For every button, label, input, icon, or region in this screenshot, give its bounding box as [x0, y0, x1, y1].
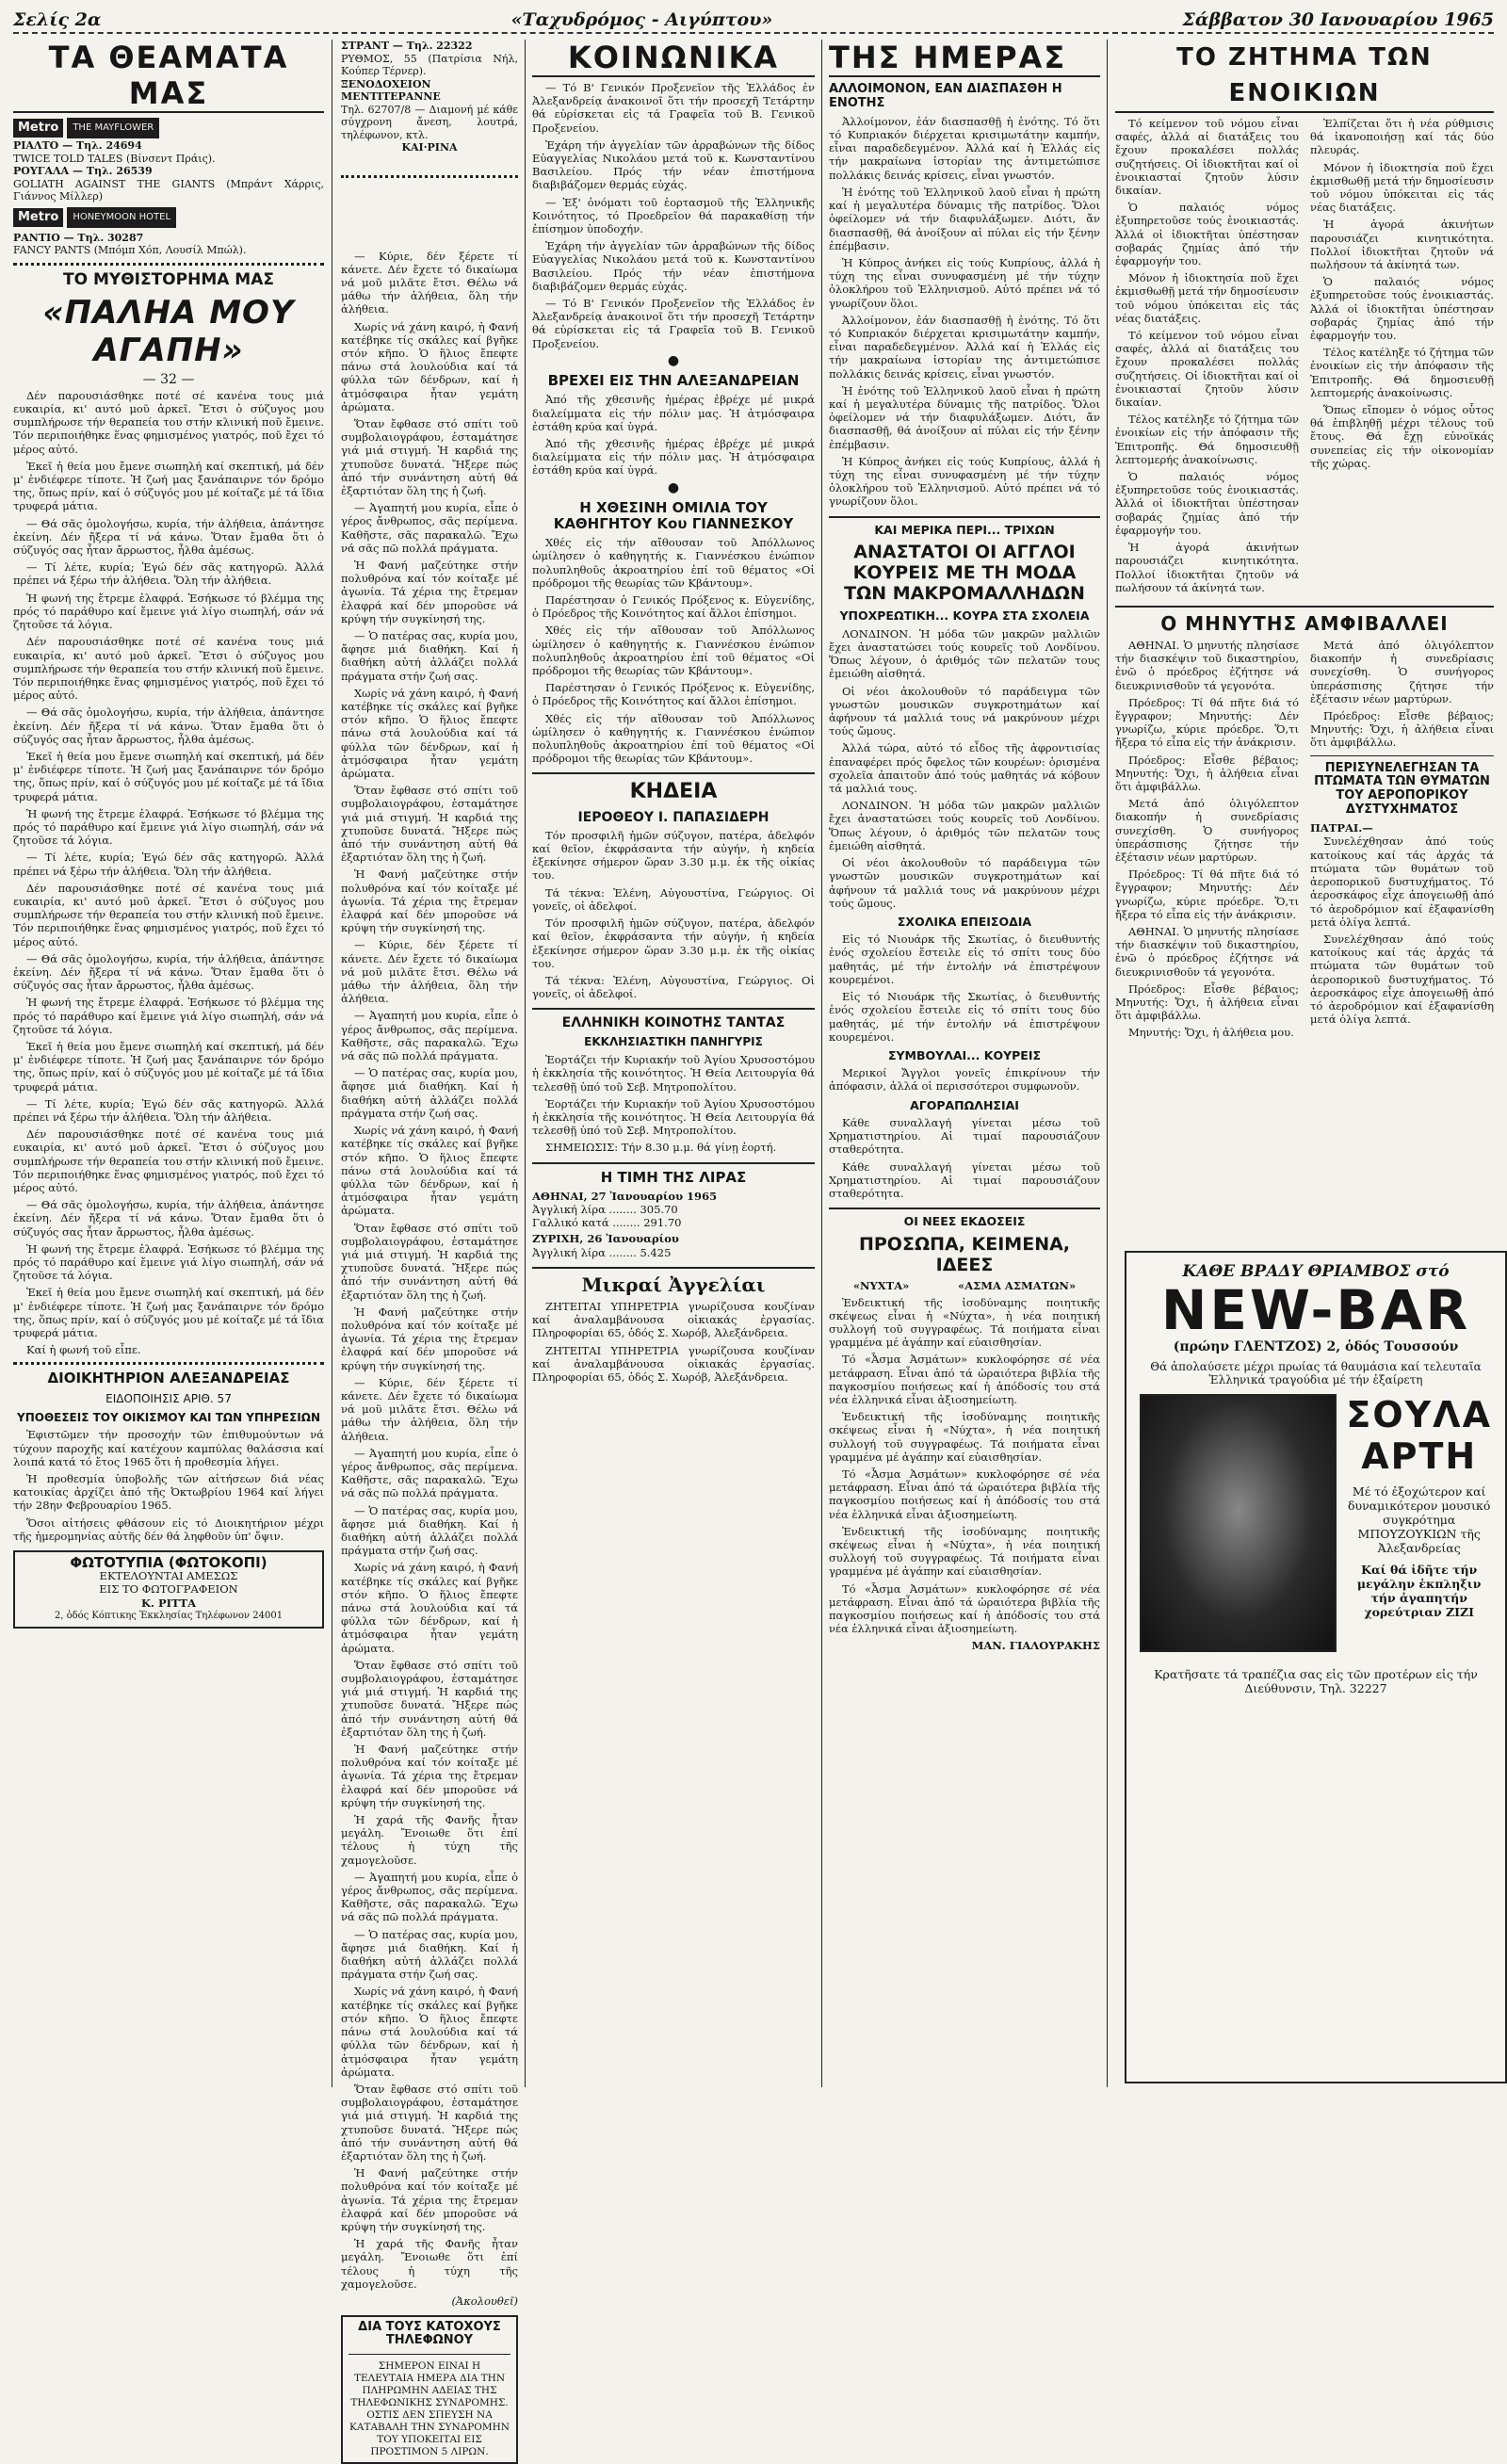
- editorial-paragraph: Ἀλλοίμονον, ἐάν διασπασθῇ ἡ ἑνότης. Τό ὅτι τό Κυπριακόν διέρχεται κρισιμωτάτην καμπήν, εἶναι παραδεδεγμένον. Ἀλλά καί ἡ Ἑλλάς εἰς τήν μακραίωνα ἱστορίαν της ἀντιμετώπισε πολλάκις δεινάς κρίσεις, εἶναι γνωστόν.: [829, 313, 1100, 381]
- classified-ad: ΖΗΤΕΙΤΑΙ ΥΠΗΡΕΤΡΙΑ γνωρίζουσα κουζίναν καί ἀναλαμβάνουσα οἰκιακάς ἐργασίας. Πληροφορίαι 65, ὁδός Σ. Χωρόβ, Ἀλεξάνδρεια.: [532, 1299, 815, 1340]
- column-3: ΚΟΙΝΩΝΙΚΑ — Τό Β' Γενικόν Προξενεῖον τῆς Ἑλλάδος ἐν Ἀλεξανδρείᾳ ἀνακοινοῖ ὅτι τήν προσεχῆ Τετάρτην θά εὑρίσκεται εἰς τά Γραφεῖα τοῦ Β. Γενικοῦ Προξενείου. Ἐχάρη τήν ἀγγελίαν τῶν ἀρραβώνων τῆς δίδος Εὐαγγελίας Νικολάου μετά τοῦ κ. Κωνσταντίνου Βασιλείου. Πρός τήν νέαν ἐπιστήμονα διαβιβάζομεν θερμάς εὐχάς. — Ἐξ' ὀνόματι τοῦ ἑορτασμοῦ τῆς Ἑλληνικῆς Κοινότητος, τό Προεδρεῖον θά παρακαθίσῃ τήν ἐπίσημον ὑποδοχήν. Ἐχάρη τήν ἀγγελίαν τῶν ἀρραβώνων τῆς δίδος Εὐαγγελίας Νικολάου μετά τοῦ κ. Κωνσταντίνου Βασιλείου. Πρός τήν νέαν ἐπιστήμονα διαβιβάζομεν θερμάς εὐχάς. — Τό Β' Γενικόν Προξενεῖον τῆς Ἑλλάδος ἐν Ἀλεξανδρείᾳ ἀνακοινοῖ ὅτι τήν προσεχῆ Τετάρτην θά εὑρίσκεται εἰς τά Γραφεῖα τοῦ Β. Γενικοῦ Προξενείου. ● ΒΡΕΧΕΙ ΕΙΣ ΤΗΝ ΑΛΕΞΑΝΔΡΕΙΑΝ Ἀπό τῆς χθεσινῆς ἡμέρας ἐβρέχε μέ μικρά διαλείμματα εἰς τήν πόλιν μας. Ἡ ἀτμόσφαιρα ἐστάθη κρύα καί ὑγρά. Ἀπό τῆς χθεσινῆς ἡμέρας ἐβρέχε μέ μικρά διαλείμματα εἰς τήν πόλιν μας. Ἡ ἀτμόσφαιρα ἐστάθη κρύα καί ὑγρά. ● Η ΧΘΕΣΙΝΗ ΟΜΙΛΙΑ ΤΟΥ ΚΑΘΗΓΗΤΟΥ Κου ΓΙΑΝΝΕΣΚΟΥ Χθές εἰς τήν αἴθουσαν τοῦ Ἀπόλλωνος ὡμίλησεν ὁ καθηγητής κ. Γιαννέσκου ἐνώπιον πολυπληθοῦς ἀκροατηρίου ἐπί τοῦ θέματος «Οἱ πρόδρομοι τῆς θεωρίας τῶν Κβάντουμ». Παρέστησαν ὁ Γενικός Πρόξενος κ. Εὐγενίδης, ὁ Πρόεδρος τῆς Κοινότητος καί ἄλλοι ἐπίσημοι. Χθές εἰς τήν αἴθουσαν τοῦ Ἀπόλλωνος ὡμίλησεν ὁ καθηγητής κ. Γιαννέσκου ἐνώπιον πολυπληθοῦς ἀκροατηρίου ἐπί τοῦ θέματος «Οἱ πρόδρομοι τῆς θεωρίας τῶν Κβάντουμ». Παρέστησαν ὁ Γενικός Πρόξενος κ. Εὐγενίδης, ὁ Πρόεδρος τῆς Κοινότητος καί ἄλλοι ἐπίσημοι. Χθές εἰς τήν αἴθουσαν τοῦ Ἀπόλλωνος ὡμίλησεν ὁ καθηγητής κ. Γιαννέσκου ἐνώπιον πολυπληθοῦς ἀκροατηρίου ἐπί τοῦ θέματος «Οἱ πρόδρομοι τῆς θεωρίας τῶν Κβάντουμ». ΚΗΔΕΙΑ ΙΕΡΟΘΕΟΥ Ι. ΠΑΠΑΣΙΔΕΡΗ Τόν προσφιλῆ ἡμῶν σύζυγον, πατέρα, ἀδελφόν καί θεῖον, ἐκφράσαντα τήν αὐγήν, ἡ κηδεία ἐξεκίνησε σήμερον ὥραν 3.30 μ.μ. ἐκ τῆς οἰκίας του. Τά τέκνα: Ἑλένη, Αὐγουστίνα, Γεώργιος. Οἱ γονεῖς, οἱ ἀδελφοί. Τόν προσφιλῆ ἡμῶν σύζυγον, πατέρα, ἀδελφόν καί θεῖον, ἐκφράσαντα τήν αὐγήν, ἡ κηδεία ἐξεκίνησε σήμερον ὥραν 3.30 μ.μ. ἐκ τῆς οἰκίας του. Τά τέκνα: Ἑλένη, Αὐγουστίνα, Γεώργιος. Οἱ γονεῖς, οἱ ἀδελφοί. ΕΛΛΗΝΙΚΗ ΚΟΙΝΟΤΗΣ ΤΑΝΤΑΣ ΕΚΚΛΗΣΙΑΣΤΙΚΗ ΠΑΝΗΓΥΡΙΣ Ἐορτάζει τήν Κυριακήν τοῦ Ἀγίου Χρυσοστόμου ἡ ἐκκλησία τῆς κοινότητος. Ἡ Θεία Λειτουργία θά τελεσθῇ ὑπό τοῦ Σεβ. Μητροπολίτου. Ἐορτάζει τήν Κυριακήν τοῦ Ἀγίου Χρυσοστόμου ἡ ἐκκλησία τῆς κοινότητος. Ἡ Θεία Λειτουργία θά τελεσθῇ ὑπό τοῦ Σεβ. Μητροπολίτου. ΣΗΜΕΙΩΣΙΣ: Τήν 8.30 μ.μ. θά γίνῃ ἑορτή. Η ΤΙΜΗ ΤΗΣ ΛΙΡΑΣ ΑΘΗΝΑΙ, 27 Ἰανουαρίου 1965 Ἀγγλική λίρα ........ 305.70 Γαλλικό κατά ........ 291.70 ΖΥΡΙΧΗ, 26 Ἰανουαρίου Ἀγγλική λίρα ........ 5.425 Μικραί Ἀγγελίαι ΖΗΤΕΙΤΑΙ ΥΠΗΡΕΤΡΙΑ γνωρίζουσα κουζίναν καί ἀναλαμβάνουσα οἰκιακάς ἐργασίας. Πληροφορίαι 65, ὁδός Σ. Χωρόβ, Ἀλεξάνδρεια. ΖΗΤΕΙΤΑΙ ΥΠΗΡΕΤΡΙΑ γνωρίζουσα κουζίναν καί ἀναλαμβάνουσα οἰκιακάς ἐργασίας. Πληροφορίαι 65, ὁδός Σ. Χωρόβ, Ἀλεξάνδρεια.: [532, 40, 815, 1384]
- lecture-paragraph: Χθές εἰς τήν αἴθουσαν τοῦ Ἀπόλλωνος ὡμίλησεν ὁ καθηγητής κ. Γιαννέσκου ἐνώπιον πολυπληθοῦς ἀκροατηρίου ἐπί τοῦ θέματος «Οἱ πρόδρομοι τῆς θεωρίας τῶν Κβάντουμ».: [532, 624, 815, 678]
- rent-paragraph: Τέλος κατέληξε τό ζήτημα τῶν ἐνοικίων εἰς τήν ἀπόφασιν τῆς Ἐπιτροπῆς. Θά δημοσιευθῇ λεπτομερής ἀνακοίνωσις.: [1310, 346, 1494, 399]
- lecture-paragraph: Χθές εἰς τήν αἴθουσαν τοῦ Ἀπόλλωνος ὡμίλησεν ὁ καθηγητής κ. Γιαννέσκου ἐνώπιον πολυπληθοῦς ἀκροατηρίου ἐπί τοῦ θέματος «Οἱ πρόδρομοι τῆς θεωρίας τῶν Κβάντουμ».: [532, 536, 815, 590]
- rent-paragraph: Ἡ ἀγορά ἀκινήτων παρουσιάζει κινητικότητα. Πολλοί ἰδιοκτῆται ζητοῦν νά πωλήσουν τά ἀκίνητά των.: [1310, 218, 1494, 272]
- novel-paragraph: Ἡ Φανή μαζεύτηκε στήν πολυθρόνα καί τόν κοίταξε μέ ἀγωνία. Τά χέρια της ἔτρεμαν ἐλαφρά καί δέν μποροῦσε νά κρύψη τήν συγκίνησή της.: [341, 867, 518, 935]
- gold-rate: Γαλλικό κατά ........ 291.70: [532, 1216, 682, 1230]
- daily-title: ΤΗΣ ΗΜΕΡΑΣ: [829, 40, 1100, 77]
- gold-rate: Ἀγγλική λίρα ........ 5.425: [532, 1245, 672, 1259]
- editorial-paragraph: Ἡ ἑνότης τοῦ Ἑλληνικοῦ λαοῦ εἶναι ἡ πρώτη καί ἡ μεγαλυτέρα δύναμις τῆς πατρίδος. Ὅλοι ὁφείλομεν νά τήν διαφυλάξωμεν. Διότι, ἄν διασπασθῇ, θά ἀνοίξουν αἱ πύλαι εἰς τήν ξένην ἐπέμβασιν.: [829, 185, 1100, 252]
- novel-paragraph: — Θά σᾶς ὁμολογήσω, κυρία, τήν ἀλήθεια, ἀπάντησε ἐκείνη. Δέν ἤξερα τί νά κάνω. Ὅταν ἔμαθα ὅτι ὁ σύζυγός σας ἦταν ἄρρωστος, ἦλθα ἀμέσως.: [13, 1198, 324, 1239]
- books-subtitle: «ΑΣΜΑ ΑΣΜΑΤΩΝ»: [958, 1279, 1077, 1293]
- lecture-title: Η ΧΘΕΣΙΝΗ ΟΜΙΛΙΑ ΤΟΥ ΚΑΘΗΓΗΤΟΥ Κου ΓΙΑΝΝΕΣΚΟΥ: [553, 498, 794, 532]
- admin-paragraph: Ὅσοι αἰτήσεις φθάσουν εἰς τό Διοικητήριον μέχρι τῆς ἡμερομηνίας αὐτῆς δέν θά ληφθοῦν ὑπ' ὄψιν.: [13, 1516, 324, 1543]
- cinema-rialto: ΡΙΑΛΤΟ — Τηλ. 24694: [13, 139, 142, 153]
- hair-paragraph: Ἀλλά τώρα, αὐτό τό εἶδος τῆς ἀφροντισίας ἐπαναφέρει πρός ὄφελος τῶν κουρέων: ὁρισμένα σχολεῖα ἀπαιτοῦν ἀπό τούς μαθητάς νά κόβουν τά μαλλιά τους.: [829, 741, 1100, 796]
- novel-paragraph: Δέν παρουσιάσθηκε ποτέ σέ κανένα τους μιά ευκαιρία, κι' αυτό μοῦ ἀρκεῖ. Ἔτσι ὁ σύζυγος μου συμπλήρωσε τήν θεραπεία του στήν κλινική ποῦ ἔμεινε. Τόν περιποιήθηκε ἕνας φημισμένος γιατρός, ποῦ ἔχει τό μέρος αὐτό.: [13, 1127, 324, 1195]
- band-description: Μέ τό ἐξοχώτερον καί δυναμικότερον μουσικό συγκρότημα ΜΠΟΥΖΟΥΚΙΩΝ τῆς Ἀλεξανδρείας: [1348, 1484, 1491, 1555]
- rent-paragraph: Τό κείμενον τοῦ νόμου εἶναι σαφές, ἀλλά αἱ διατάξεις του ἔχουν προκαλέσει πολλάς συζητήσεις. Οἱ ἰδιοκτῆται καί οἱ ἐνοικιασταί ζητοῦν λύσιν δικαίαν.: [1115, 117, 1299, 198]
- books-paragraph: Ἐνδεικτική τῆς ἰσοδύναμης ποιητικῆς σκέψεως εἶναι ἡ «Νύχτα», ἡ νέα ποιητική συλλογή τοῦ συγγραφέως. Τά ποιήματα εἶναι γραμμένα μέ ἀγάπην καί εὐαισθησίαν.: [829, 1295, 1100, 1350]
- photocopy-ad-line: Κ. ΡΙΤΤΑ: [140, 1596, 197, 1610]
- books-paragraph: Τό «Ἆσμα Ἀσμάτων» κυκλοφόρησε σέ νέα μετάφραση. Εἶναι ἀπό τά ὡραιότερα βιβλία τῆς παγκοσμίου ποιήσεως καί ἡ ἀπόδοσίς του στά νέα ἑλληνικά εἶναι ἀξιοσημείωτη.: [829, 1467, 1100, 1521]
- novel-paragraph: Ἡ Φανή μαζεύτηκε στήν πολυθρόνα καί τόν κοίταξε μέ ἀγωνία. Τά χέρια της ἔτρεμαν ἐλαφρά καί δέν μποροῦσε νά κρύψη τήν συγκίνησή της.: [341, 2166, 518, 2233]
- newbar-ad: [1125, 1251, 1507, 2083]
- newbar-name: NEW-BAR: [1160, 1278, 1471, 1342]
- lecture-paragraph: Παρέστησαν ὁ Γενικός Πρόξενος κ. Εὐγενίδης, ὁ Πρόεδρος τῆς Κοινότητος καί ἄλλοι ἐπίσημοι.: [532, 593, 815, 621]
- novel-paragraph: — Τί λέτε, κυρία; Ἐγώ δέν σᾶς κατηγορῶ. Ἀλλά πρέπει νά ξέρω τήν ἀλήθεια. Ὅλη τήν ἀλήθεια.: [13, 851, 324, 878]
- novel-paragraph: Ἐκεῖ ἡ θεία μου ἔμενε σιωπηλή καί σκεπτική, μά δέν μ' ἐνδιέφερε τίποτε. Ἡ ζωή μας ξανάπαιρνε τόν δρόμο της, ὅπως πρίν, καί ὁ σύζυγός μου μέ κοίταζε μέ τά ἴδια τρυφερά μάτια.: [13, 1039, 324, 1094]
- hair-paragraph: ΛΟΝΔΙΝΟΝ. Ἡ μόδα τῶν μακρῶν μαλλιῶν ἔχει ἀναστατώσει τούς κουρεῖς τοῦ Λονδίνου. Ὅπως λέγουν, ὁ ἀριθμός τῶν πελατῶν τους ἐμειώθη αἰσθητά.: [829, 799, 1100, 852]
- novel-paragraph: — Θά σᾶς ὁμολογήσω, κυρία, τήν ἀλήθεια, ἀπάντησε ἐκείνη. Δέν ἤξερα τί νά κάνω. Ὅταν ἔμαθα ὅτι ὁ σύζυγός σας ἦταν ἄρρωστος, ἦλθα ἀμέσως.: [13, 951, 324, 993]
- hair-subtitle: ΥΠΟΧΡΕΩΤΙΚΗ... ΚΟΥΡΑ ΣΤΑ ΣΧΟΛΕΙΑ: [839, 608, 1090, 624]
- funeral-paragraph: Τόν προσφιλῆ ἡμῶν σύζυγον, πατέρα, ἀδελφόν καί θεῖον, ἐκφράσαντα τήν αὐγήν, ἡ κηδεία ἐξεκίνησε σήμερον ὥραν 3.30 μ.μ. ἐκ τῆς οἰκίας του.: [532, 916, 815, 970]
- gold-city: ΖΥΡΙΧΗ, 26 Ἰανουαρίου: [532, 1232, 679, 1246]
- social-paragraph: Ἐχάρη τήν ἀγγελίαν τῶν ἀρραβώνων τῆς δίδος Εὐαγγελίας Νικολάου μετά τοῦ κ. Κωνσταντίνου Βασιλείου. Πρός τήν νέαν ἐπιστήμονα διαβιβάζομεν θερμάς εὐχάς.: [532, 138, 815, 192]
- community-paragraph: Ἐορτάζει τήν Κυριακήν τοῦ Ἀγίου Χρυσοστόμου ἡ ἐκκλησία τῆς κοινότητος. Ἡ Θεία Λειτουργία θά τελεσθῇ ὑπό τοῦ Σεβ. Μητροπολίτου.: [532, 1096, 815, 1138]
- rent-paragraph: Μόνον ἡ ἰδιοκτησία ποῦ ἔχει ἐκμισθωθῇ μετά τήν δημοσίευσιν τοῦ νόμου ὑπόκειται εἰς τάς νέας διατάξεις.: [1310, 160, 1494, 215]
- novel-label: ΤΟ ΜΥΘΙΣΤΟΡΗΜΑ ΜΑΣ: [63, 269, 274, 289]
- divider: [13, 1362, 324, 1365]
- novel-paragraph: — Ἀγαπητή μου κυρία, εἶπε ὁ γέρος ἄνθρωπος, σᾶς περίμενα. Καθῆστε, σᾶς παρακαλῶ. Ἔχω νά σᾶς πῶ πολλά πράγματα.: [341, 1870, 518, 1924]
- gold-city: ΑΘΗΝΑΙ, 27 Ἰανουαρίου 1965: [532, 1189, 718, 1203]
- social-title: ΚΟΙΝΩΝΙΚΑ: [532, 40, 815, 77]
- books-paragraph: Τό «Ἆσμα Ἀσμάτων» κυκλοφόρησε σέ νέα μετάφραση. Εἶναι ἀπό τά ὡραιότερα βιβλία τῆς παγκοσμίου ποιήσεως καί ἡ ἀπόδοσίς του στά νέα ἑλληνικά εἶναι ἀξιοσημείωτη.: [829, 1353, 1100, 1406]
- social-paragraph: — Τό Β' Γενικόν Προξενεῖον τῆς Ἑλλάδος ἐν Ἀλεξανδρείᾳ ἀνακοινοῖ ὅτι τήν προσεχῆ Τετάρτην θά εὑρίσκεται εἰς τά Γραφεῖα τοῦ Β. Γενικοῦ Προξενείου.: [532, 297, 815, 350]
- novel-paragraph: — Τί λέτε, κυρία; Ἐγώ δέν σᾶς κατηγορῶ. Ἀλλά πρέπει νά ξέρω τήν ἀλήθεια. Ὅλη τήν ἀλήθεια.: [13, 560, 324, 588]
- divider: [13, 263, 324, 266]
- rent-paragraph: Ὁ παλαιός νόμος ἐξυπηρετοῦσε τούς ἐνοικιαστάς. Ἀλλά οἱ ἰδιοκτῆται ὑπέστησαν σοβαράς ζημίας ἀπό τήν ἐφαρμογήν του.: [1115, 201, 1299, 268]
- novel-paragraph: — Κύριε, δέν ξέρετε τί κάνετε. Δέν ἔχετε τό δικαίωμα νά μοῦ μιλᾶτε ἔτσι. Θέλω νά μάθω τήν ἀλήθεια, ὅλη τήν ἀλήθεια.: [341, 249, 518, 316]
- hotel-name: ΞΕΝΟΔΟΧΕΙΟΝ ΜΕΝΤΙΤΕΡΑΝΝΕ: [341, 77, 441, 103]
- crash-place: ΠΑΤΡΑΙ.—: [1310, 821, 1373, 835]
- novel-title: «ΠΑΛΗΑ ΜΟΥ ΑΓΑΠΗ»: [42, 294, 295, 369]
- gold-rate: Ἀγγλική λίρα ........ 305.70: [532, 1203, 678, 1217]
- novel-paragraph: — Τί λέτε, κυρία; Ἐγώ δέν σᾶς κατηγορῶ. Ἀλλά πρέπει νά ξέρω τήν ἀλήθεια. Ὅλη τήν ἀλήθεια.: [13, 1096, 324, 1124]
- novel-paragraph: Ἡ φωνή της ἔτρεμε ἐλαφρά. Ἐσήκωσε τό βλέμμα της πρός τό παράθυρο καί ἔμεινε γιά λίγο σιωπηλή, σάν νά ζητοῦσε τά λόγια.: [13, 806, 324, 848]
- novel-paragraph: Ὅταν ἔφθασε στό σπίτι τοῦ συμβολαιογράφου, ἐσταμάτησε γιά μιά στιγμή. Ἡ καρδιά της χτυποῦσε δυνατά. Ἤξερε πώς ἀπό τήν συνάντηση αὐτή θά ἐξαρτιόταν ὅλη της ἡ ζωή.: [341, 1658, 518, 1739]
- classifieds-title: Μικραί Ἀγγελίαι: [581, 1273, 766, 1296]
- cinema-pantio: ΡΑΝΤΙΟ — Τηλ. 30287: [13, 231, 144, 244]
- rain-paragraph: Ἀπό τῆς χθεσινῆς ἡμέρας ἐβρέχε μέ μικρά διαλείμματα εἰς τήν πόλιν μας. Ἡ ἀτμόσφαιρα ἐστάθη κρύα καί ὑγρά.: [532, 436, 815, 478]
- novel-paragraph: Καί ἡ φωνή τοῦ εἶπε.: [26, 1343, 141, 1357]
- masthead: [13, 8, 1494, 34]
- classified-ad: ΖΗΤΕΙΤΑΙ ΥΠΗΡΕΤΡΙΑ γνωρίζουσα κουζίναν καί ἀναλαμβάνουσα οἰκιακάς ἐργασίας. Πληροφορίαι 65, ὁδός Σ. Χωρόβ, Ἀλεξάνδρεια.: [532, 1343, 815, 1384]
- books-paragraph: Ἐνδεικτική τῆς ἰσοδύναμης ποιητικῆς σκέψεως εἶναι ἡ «Νύχτα», ἡ νέα ποιητική συλλογή τοῦ συγγραφέως. Τά ποιήματα εἶναι γραμμένα μέ ἀγάπην καί εὐαισθησίαν.: [829, 1524, 1100, 1579]
- admin-paragraph: Ἐφιστῶμεν τήν προσοχήν τῶν ἐπιθυμούντων νά τύχουν παροχῆς καί κατέχουν καμπύλας θαλάσσια καί λοιπά κατά τό ἔτος 1965 ὅτι ἡ προθεσμία λήγει.: [13, 1428, 324, 1468]
- novel-paragraph: — Ὁ πατέρας σας, κυρία μου, ἄφησε μιά διαθήκη. Καί ἡ διαθήκη αὐτή ἀλλάζει πολλά πράγματα στήν ζωή σας.: [341, 1066, 518, 1120]
- column-rule: [1107, 40, 1108, 2087]
- page-number: Σελίς 2α: [13, 9, 102, 30]
- hair-paragraph: Οἱ νέοι ἀκολουθοῦν τό παράδειγμα τῶν γνωστῶν μουσικῶν συγκροτημάτων καί ἀφήνουν τά μαλλιά τους νά μακρύνουν μέχρι τούς ὤμους.: [829, 856, 1100, 910]
- novel-paragraph: Δέν παρουσιάσθηκε ποτέ σέ κανένα τους μιά ευκαιρία, κι' αυτό μοῦ ἀρκεῖ. Ἔτσι ὁ σύζυγος μου συμπλήρωσε τήν θεραπεία του στήν κλινική ποῦ ἔμεινε. Τόν περιποιήθηκε ἕνας φημισμένος γιατρός, ποῦ ἔχει τό μέρος αὐτό.: [13, 388, 324, 456]
- newbar-description: Θά ἀπολαύσετε μέχρι πρωίας τά θαυμάσια καί τελευταῖα Ἑλληνικά τραγούδια μέ τήν ἐξαίρετη: [1150, 1360, 1482, 1386]
- novel-paragraph: Δέν παρουσιάσθηκε ποτέ σέ κανένα τους μιά ευκαιρία, κι' αυτό μοῦ ἀρκεῖ. Ἔτσι ὁ σύζυγος μου συμπλήρωσε τήν θεραπεία του στήν κλινική ποῦ ἔμεινε. Τόν περιποιήθηκε ἕνας φημισμένος γιατρός, ποῦ ἔχει τό μέρος αὐτό.: [13, 881, 324, 948]
- social-paragraph: — Τό Β' Γενικόν Προξενεῖον τῆς Ἑλλάδος ἐν Ἀλεξανδρείᾳ ἀνακοινοῖ ὅτι τήν προσεχῆ Τετάρτην θά εὑρίσκεται εἰς τά Γραφεῖα τοῦ Β. Γενικοῦ Προξενείου.: [532, 81, 815, 135]
- novel-paragraph: — Ἀγαπητή μου κυρία, εἶπε ὁ γέρος ἄνθρωπος, σᾶς περίμενα. Καθῆστε, σᾶς παρακαλῶ. Ἔχω νά σᾶς πῶ πολλά πράγματα.: [341, 501, 518, 555]
- novel-paragraph: — Κύριε, δέν ξέρετε τί κάνετε. Δέν ἔχετε τό δικαίωμα νά μοῦ μιλᾶτε ἔτσι. Θέλω νά μάθω τήν ἀλήθεια, ὅλη τήν ἀλήθεια.: [341, 1375, 518, 1443]
- column-rule: [525, 40, 526, 2087]
- honeymoon-banner: HONEYMOON HOTEL: [67, 207, 176, 228]
- rent-paragraph: Ἐλπίζεται ὅτι ἡ νέα ρύθμισις θά ἱκανοποιήσῃ καί τάς δύο πλευράς.: [1310, 117, 1494, 157]
- hair-title: ΑΝΑΣΤΑΤΟΙ ΟΙ ΑΓΓΛΟΙ ΚΟΥΡΕΙΣ ΜΕ ΤΗ ΜΟΔΑ ΤΩΝ ΜΑΚΡΟΜΑΛΛΗΔΩΝ: [844, 541, 1085, 604]
- novel-paragraph: Χωρίς νά χάνη καιρό, ἡ Φανή κατέβηκε τίς σκάλες καί βγῆκε στόν κῆπο. Ὁ ἥλιος ἔπεφτε πάνω στά λουλούδια καί τά φύλλα τῶν δένδρων, καί ἡ ἀτμόσφαιρα ἦταν γεμάτη ἀρώματα.: [341, 1124, 518, 1218]
- novel-paragraph: — Κύριε, δέν ξέρετε τί κάνετε. Δέν ἔχετε τό δικαίωμα νά μοῦ μιλᾶτε ἔτσι. Θέλω νά μάθω τήν ἀλήθεια, ὅλη τήν ἀλήθεια.: [341, 938, 518, 1006]
- novel-paragraph: Ἡ Φανή μαζεύτηκε στήν πολυθρόνα καί τόν κοίταξε μέ ἀγωνία. Τά χέρια της ἔτρεμαν ἐλαφρά καί δέν μποροῦσε νά κρύψη τήν συγκίνησή της.: [341, 1305, 518, 1372]
- admin-heading: ΥΠΟΘΕΣΕΙΣ ΤΟΥ ΟΙΚΙΣΜΟΥ ΚΑΙ ΤΩΝ ΥΠΗΡΕΣΙΩΝ: [17, 1410, 320, 1424]
- singer-name: ΣΟΥΛΑ ΑΡΤΗ: [1346, 1394, 1492, 1477]
- community-title: ΕΛΛΗΝΙΚΗ ΚΟΙΝΟΤΗΣ ΤΑΝΤΑΣ: [561, 1015, 786, 1031]
- editorial-paragraph: Ἡ Κύπρος ἀνήκει εἰς τούς Κυπρίους, ἀλλά ἡ τύχη της εἶναι συνυφασμένη μέ τήν τύχην ὁλοκλήρου τοῦ Ἑλληνισμοῦ. Αὐτό πρέπει νά τό γνωρίζουν ὅλοι.: [829, 454, 1100, 509]
- singer-photo: [1140, 1394, 1337, 1652]
- editorial-title: ΑΛΛΟΙΜΟΝΟΝ, ΕΑΝ ΔΙΑΣΠΑΣΘΗ Η ΕΝΟΤΗΣ: [829, 82, 1062, 110]
- rain-title: ΒΡΕΧΕΙ ΕΙΣ ΤΗΝ ΑΛΕΞΑΝΔΡΕΙΑΝ: [547, 372, 800, 390]
- editorial-paragraph: Ἡ Κύπρος ἀνήκει εἰς τούς Κυπρίους, ἀλλά ἡ τύχη της εἶναι συνυφασμένη μέ τήν τύχην ὁλοκλήρου τοῦ Ἑλληνισμοῦ. Αὐτό πρέπει νά τό γνωρίζουν ὅλοι.: [829, 255, 1100, 310]
- novel-paragraph: Ὅταν ἔφθασε στό σπίτι τοῦ συμβολαιογράφου, ἐσταμάτησε γιά μιά στιγμή. Ἡ καρδιά της χτυποῦσε δυνατά. Ἤξερε πώς ἀπό τήν συνάντηση αὐτή θά ἐξαρτιόταν ὅλη της ἡ ζωή.: [341, 784, 518, 865]
- plaintiff-paragraph: Μετά ἀπό ὁλιγόλεπτον διακοπήν ἡ συνεδρίασις συνεχίσθη. Ὁ συνήγορος ὑπεράσπισης ζήτησε τήν ἐξέτασιν νέων μαρτύρων.: [1310, 638, 1494, 705]
- plaintiff-paragraph: Πρόεδρος: Εἶσθε βέβαιος; Μηνυτής: Ὄχι, ἡ ἀλήθεια εἶναι ὅτι ἀμφιβάλλω.: [1115, 981, 1299, 1023]
- cinema-pantio-film: FANCY PANTS (Μπόμπ Χόπ, Λουσίλ Μπώλ).: [13, 244, 247, 257]
- hair-paragraph: Οἱ νέοι ἀκολουθοῦν τό παράδειγμα τῶν γνωστῶν μουσικῶν συγκροτημάτων καί ἀφήνουν τά μαλλιά τους νά μακρύνουν μέχρι τούς ὤμους.: [829, 684, 1100, 738]
- novel-paragraph: Ἡ χαρά τῆς Φανῆς ἦταν μεγάλη. Ἔνοιωθε ὅτι ἐπί τέλους ἡ τύχη τῆς χαμογελοῦσε.: [341, 1813, 518, 1867]
- newbar-address: (πρώην ΓΛΕΝΤΖΟΣ) 2, ὁδός Τουσσούν: [1173, 1339, 1459, 1354]
- newbar-reservations: Κρατῆσατε τά τραπέζια σας εἰς τῶν προτέρων εἰς τήν Διεύθυνσιν, Τηλ. 32227: [1154, 1667, 1478, 1695]
- plaintiff-paragraph: Πρόεδρος: Τί θά πῆτε διά τό ἔγγραφον; Μηνυτής: Δέν γνωρίζω, κύριε πρόεδρε. Ὅ,τι ἤξερα τό εἶπα εἰς τήν ἀνάκρισιν.: [1115, 867, 1299, 921]
- column-rule: [821, 40, 822, 2087]
- novel-number: — 32 —: [142, 371, 195, 387]
- books-title: ΠΡΟΣΩΠΑ, ΚΕΙΜΕΝΑ, ΙΔΕΕΣ: [858, 1233, 1071, 1275]
- school-paragraph: Εἰς τό Νιουάρκ τῆς Σκωτίας, ὁ διευθυντής ἑνός σχολείου ἔστειλε εἰς τό σπίτι τους δύο μαθητάς, μέ τήν ἐντολήν νά ἐπιστρέψουν κουρεμένοι.: [829, 990, 1100, 1044]
- novel-paragraph: Χωρίς νά χάνη καιρό, ἡ Φανή κατέβηκε τίς σκάλες καί βγῆκε στόν κῆπο. Ὁ ἥλιος ἔπεφτε πάνω στά λουλούδια καί τά φύλλα τῶν δένδρων, καί ἡ ἀτμόσφαιρα ἦταν γεμάτη ἀρώματα.: [341, 319, 518, 413]
- lecture-paragraph: Χθές εἰς τήν αἴθουσαν τοῦ Ἀπόλλωνος ὡμίλησεν ὁ καθηγητής κ. Γιαννέσκου ἐνώπιον πολυπληθοῦς ἀκροατηρίου ἐπί τοῦ θέματος «Οἱ πρόδρομοι τῆς θεωρίας τῶν Κβάντουμ».: [532, 711, 815, 766]
- school-title: ΣΧΟΛΙΚΑ ΕΠΕΙΣΟΔΙΑ: [897, 914, 1032, 929]
- rent-paragraph: Ἡ ἀγορά ἀκινήτων παρουσιάζει κινητικότητα. Πολλοί ἰδιοκτῆται ζητοῦν νά πωλήσουν τά ἀκίνητά των.: [1115, 541, 1299, 594]
- rain-paragraph: Ἀπό τῆς χθεσινῆς ἡμέρας ἐβρέχε μέ μικρά διαλείμματα εἰς τήν πόλιν μας. Ἡ ἀτμόσφαιρα ἐστάθη κρύα καί ὑγρά.: [532, 393, 815, 433]
- novel-paragraph: Χωρίς νά χάνη καιρό, ἡ Φανή κατέβηκε τίς σκάλες καί βγῆκε στόν κῆπο. Ὁ ἥλιος ἔπεφτε πάνω στά λουλούδια καί τά φύλλα τῶν δένδρων, καί ἡ ἀτμόσφαιρα ἦταν γεμάτη ἀρώματα.: [341, 1561, 518, 1655]
- novel-paragraph: — Ὁ πατέρας σας, κυρία μου, ἄφησε μιά διαθήκη. Καί ἡ διαθήκη αὐτή ἀλλάζει πολλά πράγματα στήν ζωή σας.: [341, 1503, 518, 1558]
- novel-paragraph: Ὅταν ἔφθασε στό σπίτι τοῦ συμβολαιογράφου, ἐσταμάτησε γιά μιά στιγμή. Ἡ καρδιά της χτυποῦσε δυνατά. Ἤξερε πώς ἀπό τήν συνάντηση αὐτή θά ἐξαρτιόταν ὅλη της ἡ ζωή.: [341, 1221, 518, 1302]
- rent-paragraph: Ὅπως εἴπομεν ὁ νόμος οὗτος θά ἐπιβληθῇ μέχρι τέλους τοῦ ἔτους. Θά ἔχῃ εὐνοϊκάς συνεπείας εἰς τήν οἰκονομίαν τῆς χώρας.: [1310, 403, 1494, 470]
- paper-name: «Ταχυδρόμος - Αιγύπτου»: [510, 9, 773, 30]
- novel-paragraph: Ἡ Φανή μαζεύτηκε στήν πολυθρόνα καί τόν κοίταξε μέ ἀγωνία. Τά χέρια της ἔτρεμαν ἐλαφρά καί δέν μποροῦσε νά κρύψη τήν συγκίνησή της.: [341, 558, 518, 625]
- editorial-paragraph: Ἀλλοίμονον, ἐάν διασπασθῇ ἡ ἑνότης. Τό ὅτι τό Κυπριακόν διέρχεται κρισιμωτάτην καμπήν, εἶναι παραδεδεγμένον. Ἀλλά καί ἡ Ἑλλάς εἰς τήν μακραίωνα ἱστορίαν της ἀντιμετώπισε πολλάκις δεινάς κρίσεις, εἶναι γνωστόν.: [829, 114, 1100, 182]
- plaintiff-paragraph: Πρόεδρος: Τί θά πῆτε διά τό ἔγγραφον; Μηνυτής: Δέν γνωρίζω, κύριε πρόεδρε. Ὅ,τι ἤξερα τό εἶπα εἰς τήν ἀνάκρισιν.: [1115, 695, 1299, 750]
- novel-paragraph: Ὅταν ἔφθασε στό σπίτι τοῦ συμβολαιογράφου, ἐσταμάτησε γιά μιά στιγμή. Ἡ καρδιά της χτυποῦσε δυνατά. Ἤξερε πώς ἀπό τήν συνάντηση αὐτή θά ἐξαρτιόταν ὅλη της ἡ ζωή.: [341, 2082, 518, 2163]
- hair-paragraph: ΛΟΝΔΙΝΟΝ. Ἡ μόδα τῶν μακρῶν μαλλιῶν ἔχει ἀναστατώσει τούς κουρεῖς τοῦ Λονδίνου. Ὅπως λέγουν, ὁ ἀριθμός τῶν πελατῶν τους ἐμειώθη αἰσθητά.: [829, 626, 1100, 681]
- funeral-name: ΙΕΡΟΘΕΟΥ Ι. ΠΑΠΑΣΙΔΕΡΗ: [577, 809, 770, 825]
- novel-paragraph: Ἡ φωνή της ἔτρεμε ἐλαφρά. Ἐσήκωσε τό βλέμμα της πρός τό παράθυρο καί ἔμεινε γιά λίγο σιωπηλή, σάν νά ζητοῦσε τά λόγια.: [13, 1241, 324, 1283]
- cinema-rougale-film: GOLIATH AGAINST THE GIANTS (Μπράντ Χάρρις, Γιάννος Μίλλερ): [13, 177, 324, 203]
- newbar-kicker: ΚΑΘΕ ΒΡΑΔΥ ΘΡΙΑΜΒΟΣ στό: [1182, 1262, 1450, 1281]
- novel-paragraph: Ἐκεῖ ἡ θεία μου ἔμενε σιωπηλή καί σκεπτική, μά δέν μ' ἐνδιέφερε τίποτε. Ἡ ζωή μας ξανάπαιρνε τόν δρόμο της, ὅπως πρίν, καί ὁ σύζυγός μου μέ κοίταζε μέ τά ἴδια τρυφερά μάτια.: [13, 1286, 324, 1340]
- barbers-title: ΣΥΜΒΟΥΛΑΙ... ΚΟΥΡΕΙΣ: [887, 1047, 1042, 1062]
- rent-paragraph: Ὁ παλαιός νόμος ἐξυπηρετοῦσε τούς ἐνοικιαστάς. Ἀλλά οἱ ἰδιοκτῆται ὑπέστησαν σοβαράς ζημίας ἀπό τήν ἐφαρμογήν του.: [1115, 470, 1299, 537]
- editorial-paragraph: Ἡ ἑνότης τοῦ Ἑλληνικοῦ λαοῦ εἶναι ἡ πρώτη καί ἡ μεγαλυτέρα δύναμις τῆς πατρίδος. Ὅλοι ὁφείλομεν νά τήν διαφυλάξωμεν. Διότι, ἄν διασπασθῇ, θά ἀνοίξουν αἱ πύλαι εἰς τήν ξένην ἐπέμβασιν.: [829, 383, 1100, 451]
- community-paragraph: ΣΗΜΕΙΩΣΙΣ: Τήν 8.30 μ.μ. θά γίνῃ ἑορτή.: [545, 1141, 777, 1155]
- novel-paragraph: Χωρίς νά χάνη καιρό, ἡ Φανή κατέβηκε τίς σκάλες καί βγῆκε στόν κῆπο. Ὁ ἥλιος ἔπεφτε πάνω στά λουλούδια καί τά φύλλα τῶν δένδρων, καί ἡ ἀτμόσφαιρα ἦταν γεμάτη ἀρώματα.: [341, 686, 518, 781]
- novel-paragraph: — Ὁ πατέρας σας, κυρία μου, ἄφησε μιά διαθήκη. Καί ἡ διαθήκη αὐτή ἀλλάζει πολλά πράγματα στήν ζωή σας.: [341, 1927, 518, 1982]
- plaintiff-paragraph: ΑΘΗΝΑΙ. Ὁ μηνυτής πλησίασε τήν διασκέψιν τοῦ δικαστηρίου, ἐνῶ ὁ πρόεδρος ἐζήτησε νά διευκρινισθοῦν τά γεγονότα.: [1115, 638, 1299, 692]
- school-paragraph: Εἰς τό Νιουάρκ τῆς Σκωτίας, ὁ διευθυντής ἑνός σχολείου ἔστειλε εἰς τό σπίτι τους δύο μαθητάς, μέ τήν ἐντολήν νά ἐπιστρέψουν κουρεμένοι.: [829, 932, 1100, 986]
- books-paragraph: Ἐνδεικτική τῆς ἰσοδύναμης ποιητικῆς σκέψεως εἶναι ἡ «Νύχτα», ἡ νέα ποιητική συλλογή τοῦ συγγραφέως. Τά ποιήματα εἶναι γραμμένα μέ ἀγάπην καί εὐαισθησίαν.: [829, 1410, 1100, 1464]
- phone-notice-text: ΣΗΜΕΡΟΝ ΕΙΝΑΙ Η ΤΕΛΕΥΤΑΙΑ ΗΜΕΡΑ ΔΙΑ ΤΗΝ ΠΛΗΡΩΜΗΝ ΑΔΕΙΑΣ ΤΗΣ ΤΗΛΕΦΩΝΙΚΗΣ ΣΥΝΔΡΟΜΗΣ. ΟΣΤΙΣ ΔΕΝ ΣΠΕΥΣΗ ΝΑ ΚΑΤΑΒΑΛΗ ΤΗΝ ΣΥΝΔΡΟΜΗΝ ΤΟΥ ΥΠΟΚΕΙΤΑΙ ΕΙΣ ΠΡΟΣΤΙΜΟΝ 5 ΛΙΡΩΝ.: [349, 2359, 510, 2457]
- photocopy-ad-title: ΦΩΤΟΤΥΠΙΑ (ΦΩΤΟΚΟΠΙ): [70, 1553, 267, 1571]
- plaintiff-paragraph: Μετά ἀπό ὁλιγόλεπτον διακοπήν ἡ συνεδρίασις συνεχίσθη. Ὁ συνήγορος ὑπεράσπισης ζήτησε τήν ἐξέτασιν νέων μαρτύρων.: [1115, 797, 1299, 864]
- rent-title: ΤΟ ΖΗΤΗΜΑ ΤΩΝ ΕΝΟΙΚΙΩΝ: [1115, 40, 1494, 113]
- admin-title: ΔΙΟΙΚΗΤΗΡΙΟΝ ΑΛΕΞΑΝΔΡΕΙΑΣ: [47, 1370, 290, 1387]
- issue-date: Σάββατον 30 Ιανουαρίου 1965: [1182, 9, 1494, 30]
- film-banner: THE MAYFLOWER: [67, 118, 159, 138]
- photocopy-ad-line: ΕΚΤΕΛΟΥΝΤΑΙ ΑΜΕΣΩΣ: [99, 1569, 238, 1583]
- dancer-description: Καί θά ἰδῆτε τήν μεγάλην ἐκπληξιν τήν ἀγαπητήν χορεύτριαν ΖΙΖΙ: [1356, 1563, 1482, 1619]
- plaintiff-paragraph: Μηνυτής: Ὄχι, ἡ ἀλήθεια μου.: [1128, 1026, 1294, 1040]
- plaintiff-paragraph: Πρόεδρος: Εἶσθε βέβαιος; Μηνυτής: Ὄχι, ἡ ἀλήθεια εἶναι ὅτι ἀμφιβάλλω.: [1310, 708, 1494, 750]
- market-title: ΑΓΟΡΑΠΩΛΗΣΙΑΙ: [910, 1097, 1019, 1112]
- plaintiff-paragraph: ΑΘΗΝΑΙ. Ὁ μηνυτής πλησίασε τήν διασκέψιν τοῦ δικαστηρίου, ἐνῶ ὁ πρόεδρος ἐζήτησε νά διευκρινισθοῦν τά γεγονότα.: [1115, 924, 1299, 979]
- social-paragraph: Ἐχάρη τήν ἀγγελίαν τῶν ἀρραβώνων τῆς δίδος Εὐαγγελίας Νικολάου μετά τοῦ κ. Κωνσταντίνου Βασιλείου. Πρός τήν νέαν ἐπιστήμονα διαβιβάζομεν θερμάς εὐχάς.: [532, 239, 815, 293]
- gold-title: Η ΤΙΜΗ ΤΗΣ ΛΙΡΑΣ: [600, 1168, 747, 1186]
- books-signature: ΜΑΝ. ΓΙΑΛΟΥΡΑΚΗΣ: [971, 1639, 1100, 1653]
- crash-paragraph: Συνελέχθησαν ἀπό τούς κατοίκους καί τάς ἀρχάς τά πτώματα τῶν θυμάτων τοῦ ἀεροπορικοῦ δυστυχήματος. Τό ἀεροσκάφος εἶχε ἀπογειωθῇ ἀπό τό ἀεροδρόμιον καί ἐξαφανίσθη μετά ὀλίγα λεπτά.: [1310, 835, 1494, 929]
- entertainment-title: ΤΑ ΘΕΑΜΑΤΑ ΜΑΣ: [13, 40, 324, 113]
- novel-paragraph: Ἡ φωνή της ἔτρεμε ἐλαφρά. Ἐσήκωσε τό βλέμμα της πρός τό παράθυρο καί ἔμεινε γιά λίγο σιωπηλή, σάν νά ζητοῦσε τά λόγια.: [13, 591, 324, 632]
- cinema-rialto-film: TWICE TOLD TALES (Βίνσεντ Πράις).: [13, 152, 216, 165]
- market-paragraph: Κάθε συναλλαγή γίνεται μέσω τοῦ Χρηματιστηρίου. Αἱ τιμαί παρουσιάζουν σταθερότητα.: [829, 1159, 1100, 1201]
- plaintiff-title: Ο ΜΗΝΥΤΗΣ ΑΜΦΙΒΑΛΛΕΙ: [1160, 611, 1449, 635]
- social-paragraph: — Ἐξ' ὀνόματι τοῦ ἑορτασμοῦ τῆς Ἑλληνικῆς Κοινότητος, τό Προεδρεῖον θά παρακαθίσῃ τήν ἐπίσημον ὑποδοχήν.: [532, 195, 815, 236]
- novel-paragraph: Ἡ φωνή της ἔτρεμε ἐλαφρά. Ἐσήκωσε τό βλέμμα της πρός τό παράθυρο καί ἔμεινε γιά λίγο σιωπηλή, σάν νά ζητοῦσε τά λόγια.: [13, 996, 324, 1036]
- crash-paragraph: Συνελέχθησαν ἀπό τούς κατοίκους καί τάς ἀρχάς τά πτώματα τῶν θυμάτων τοῦ ἀεροπορικοῦ δυστυχήματος. Τό ἀεροσκάφος εἶχε ἀπογειωθῇ ἀπό τό ἀεροδρόμιον καί ἐξαφανίσθη μετά ὀλίγα λεπτά.: [1310, 932, 1494, 1027]
- phone-notice: [341, 2315, 518, 2463]
- novel-paragraph: Ἐκεῖ ἡ θεία μου ἔμενε σιωπηλή καί σκεπτική, μά δέν μ' ἐνδιέφερε τίποτε. Ἡ ζωή μας ξανάπαιρνε τόν δρόμο της, ὅπως πρίν, καί ὁ σύζυγός μου μέ κοίταζε μέ τά ἴδια τρυφερά μάτια.: [13, 459, 324, 513]
- hair-kicker: ΚΑΙ ΜΕΡΙΚΑ ΠΕΡΙ... ΤΡΙΧΩΝ: [874, 522, 1055, 537]
- column-2: [341, 40, 518, 2457]
- photocopy-ad-line: 2, ὁδός Κόπτικης Ἐκκλησίας Τηλέφωνον 24001: [54, 1610, 284, 1621]
- funeral-paragraph: Τόν προσφιλῆ ἡμῶν σύζυγον, πατέρα, ἀδελφόν καί θεῖον, ἐκφράσαντα τήν αὐγήν, ἡ κηδεία ἐξεκίνησε σήμερον ὥραν 3.30 μ.μ. ἐκ τῆς οἰκίας του.: [532, 828, 815, 883]
- novel-paragraph: — Ὁ πατέρας σας, κυρία μου, ἄφησε μιά διαθήκη. Καί ἡ διαθήκη αὐτή ἀλλάζει πολλά πράγματα στήν ζωή σας.: [341, 628, 518, 683]
- novel-paragraph: Ἡ χαρά τῆς Φανῆς ἦταν μεγάλη. Ἔνοιωθε ὅτι ἐπί τέλους ἡ τύχη τῆς χαμογελοῦσε.: [341, 2237, 518, 2291]
- kairina-listing: ΚΑΙ·ΡΙΝΑ: [401, 141, 458, 154]
- barbers-paragraph: Μερικοί Ἄγγλοι γονεῖς ἐπικρίνουν τήν ἀπόφασιν, ἀλλά οἱ περισσότεροι συμφωνοῦν.: [829, 1066, 1100, 1094]
- metro-logo: Metro: [13, 119, 63, 138]
- cinema-strand: ΣΤΡΑΝΤ — Τηλ. 22322: [341, 40, 473, 52]
- crash-title: ΠΕΡΙΣΥΝΕΛΕΓΗΣΑΝ ΤΑ ΠΤΩΜΑΤΑ ΤΩΝ ΘΥΜΑΤΩΝ ΤΟΥ ΑΕΡΟΠΟΡΙΚΟΥ ΔΥΣΤΥΧΗΜΑΤΟΣ: [1314, 760, 1490, 818]
- novel-paragraph: Δέν παρουσιάσθηκε ποτέ σέ κανένα τους μιά ευκαιρία, κι' αυτό μοῦ ἀρκεῖ. Ἔτσι ὁ σύζυγος μου συμπλήρωσε τήν θεραπεία του στήν κλινική ποῦ ἔμεινε. Τόν περιποιήθηκε ἕνας φημισμένος γιατρός, ποῦ ἔχει τό μέρος αὐτό.: [13, 635, 324, 703]
- funeral-paragraph: Τά τέκνα: Ἑλένη, Αὐγουστίνα, Γεώργιος. Οἱ γονεῖς, οἱ ἀδελφοί.: [532, 885, 815, 913]
- photocopy-ad: [13, 1550, 324, 1629]
- admin-paragraph: Ἡ προθεσμία ὑποβολῆς τῶν αἰτήσεων διά νέας κατοικίας ἀρχίζει ἀπό τῆς Ὀκτωβρίου 1964 καί λήγει τήν 28ην Φεβρουαρίου 1965.: [13, 1471, 324, 1513]
- divider: [341, 175, 518, 178]
- novel-paragraph: Ἡ Φανή μαζεύτηκε στήν πολυθρόνα καί τόν κοίταξε μέ ἀγωνία. Τά χέρια της ἔτρεμαν ἐλαφρά καί δέν μποροῦσε νά κρύψη τήν συγκίνησή της.: [341, 1743, 518, 1809]
- books-paragraph: Τό «Ἆσμα Ἀσμάτων» κυκλοφόρησε σέ νέα μετάφραση. Εἶναι ἀπό τά ὡραιότερα βιβλία τῆς παγκοσμίου ποιήσεως καί ἡ ἀπόδοσίς του στά νέα ἑλληνικά εἶναι ἀξιοσημείωτη.: [829, 1581, 1100, 1636]
- community-paragraph: Ἐορτάζει τήν Κυριακήν τοῦ Ἀγίου Χρυσοστόμου ἡ ἐκκλησία τῆς κοινότητος. Ἡ Θεία Λειτουργία θά τελεσθῇ ὑπό τοῦ Σεβ. Μητροπολίτου.: [532, 1053, 815, 1094]
- cinema-strand-film: ΡΥΘΜΟΣ, 55 (Πατρίσια Νήλ, Κούπερ Τέρνερ).: [341, 52, 518, 77]
- lecture-paragraph: Παρέστησαν ὁ Γενικός Πρόξενος κ. Εὐγενίδης, ὁ Πρόεδρος τῆς Κοινότητος καί ἄλλοι ἐπίσημοι.: [532, 681, 815, 708]
- novel-paragraph: — Θά σᾶς ὁμολογήσω, κυρία, τήν ἀλήθεια, ἀπάντησε ἐκείνη. Δέν ἤξερα τί νά κάνω. Ὅταν ἔμαθα ὅτι ὁ σύζυγός σας ἦταν ἄρρωστος, ἦλθα ἀμέσως.: [13, 516, 324, 558]
- novel-paragraph: — Ἀγαπητή μου κυρία, εἶπε ὁ γέρος ἄνθρωπος, σᾶς περίμενα. Καθῆστε, σᾶς παρακαλῶ. Ἔχω νά σᾶς πῶ πολλά πράγματα.: [341, 1446, 518, 1500]
- community-subtitle: ΕΚΚΛΗΣΙΑΣΤΙΚΗ ΠΑΝΗΓΥΡΙΣ: [584, 1035, 763, 1049]
- rent-paragraph: Ὁ παλαιός νόμος ἐξυπηρετοῦσε τούς ἐνοικιαστάς. Ἀλλά οἱ ἰδιοκτῆται ὑπέστησαν σοβαράς ζημίας ἀπό τήν ἐφαρμογήν του.: [1310, 275, 1494, 343]
- funeral-title: ΚΗΔΕΙΑ: [629, 780, 718, 804]
- novel-paragraph: Ὅταν ἔφθασε στό σπίτι τοῦ συμβολαιογράφου, ἐσταμάτησε γιά μιά στιγμή. Ἡ καρδιά της χτυποῦσε δυνατά. Ἤξερε πώς ἀπό τήν συνάντηση αὐτή θά ἐξαρτιόταν ὅλη της ἡ ζωή.: [341, 416, 518, 497]
- rent-paragraph: Τό κείμενον τοῦ νόμου εἶναι σαφές, ἀλλά αἱ διατάξεις του ἔχουν προκαλέσει πολλάς συζητήσεις. Οἱ ἰδιοκτῆται καί οἱ ἐνοικιασταί ζητοῦν λύσιν δικαίαν.: [1115, 329, 1299, 410]
- novel-paragraph: — Θά σᾶς ὁμολογήσω, κυρία, τήν ἀλήθεια, ἀπάντησε ἐκείνη. Δέν ἤξερα τί νά κάνω. Ὅταν ἔμαθα ὅτι ὁ σύζυγός σας ἦταν ἄρρωστος, ἦλθα ἀμέσως.: [13, 705, 324, 746]
- hotel-text: Τηλ. 62707/8 — Διαμονή μέ κάθε σύγχρονη ἄνεση, λουτρά, τηλέφωνον, κτλ.: [341, 103, 518, 141]
- photocopy-ad-line: ΕΙΣ ΤΟ ΦΩΤΟΓΡΑΦΕΙΟΝ: [99, 1582, 238, 1597]
- cinema-rougale: ΡΟΥΓΑΛΑ — Τηλ. 26539: [13, 165, 153, 178]
- novel-paragraph: — Ἀγαπητή μου κυρία, εἶπε ὁ γέρος ἄνθρωπος, σᾶς περίμενα. Καθῆστε, σᾶς παρακαλῶ. Ἔχω νά σᾶς πῶ πολλά πράγματα.: [341, 1009, 518, 1063]
- phone-notice-title: ΔΙΑ ΤΟΥΣ ΚΑΤΟΧΟΥΣ ΤΗΛΕΦΩΝΟΥ: [358, 2320, 501, 2348]
- column-4: [829, 40, 1100, 2089]
- novel-paragraph: Χωρίς νά χάνη καιρό, ἡ Φανή κατέβηκε τίς σκάλες καί βγῆκε στόν κῆπο. Ὁ ἥλιος ἔπεφτε πάνω στά λουλούδια καί τά φύλλα τῶν δένδρων, καί ἡ ἀτμόσφαιρα ἦταν γεμάτη ἀρώματα.: [341, 1985, 518, 2079]
- column-1: [13, 40, 324, 2089]
- books-subtitle: «ΝΥΧΤΑ»: [852, 1279, 910, 1293]
- books-kicker: ΟΙ ΝΕΕΣ ΕΚΔΟΣΕΙΣ: [903, 1214, 1026, 1229]
- novel-paragraph: Ἐκεῖ ἡ θεία μου ἔμενε σιωπηλή καί σκεπτική, μά δέν μ' ἐνδιέφερε τίποτε. Ἡ ζωή μας ξανάπαιρνε τόν δρόμο της, ὅπως πρίν, καί ὁ σύζυγός μου μέ κοίταζε μέ τά ἴδια τρυφερά μάτια.: [13, 749, 324, 803]
- rent-paragraph: Μόνον ἡ ἰδιοκτησία ποῦ ἔχει ἐκμισθωθῇ μετά τήν δημοσίευσιν τοῦ νόμου ὑπόκειται εἰς τάς νέας διατάξεις.: [1115, 271, 1299, 325]
- market-paragraph: Κάθε συναλλαγή γίνεται μέσω τοῦ Χρηματιστηρίου. Αἱ τιμαί παρουσιάζουν σταθερότητα.: [829, 1116, 1100, 1157]
- funeral-paragraph: Τά τέκνα: Ἑλένη, Αὐγουστίνα, Γεώργιος. Οἱ γονεῖς, οἱ ἀδελφοί.: [532, 973, 815, 1001]
- rent-paragraph: Τέλος κατέληξε τό ζήτημα τῶν ἐνοικίων εἰς τήν ἀπόφασιν τῆς Ἐπιτροπῆς. Θά δημοσιευθῇ λεπτομερής ἀνακοίνωσις.: [1115, 413, 1299, 466]
- plaintiff-paragraph: Πρόεδρος: Εἶσθε βέβαιος; Μηνυτής: Ὄχι, ἡ ἀλήθεια εἶναι ὅτι ἀμφιβάλλω.: [1115, 753, 1299, 793]
- metro-logo: Metro: [13, 208, 63, 227]
- admin-notice-number: ΕΙΔΟΠΟΙΗΣΙΣ ΑΡΙΘ. 57: [105, 1391, 232, 1405]
- novel-continued: (Ἀκολουθεῖ): [451, 2294, 518, 2308]
